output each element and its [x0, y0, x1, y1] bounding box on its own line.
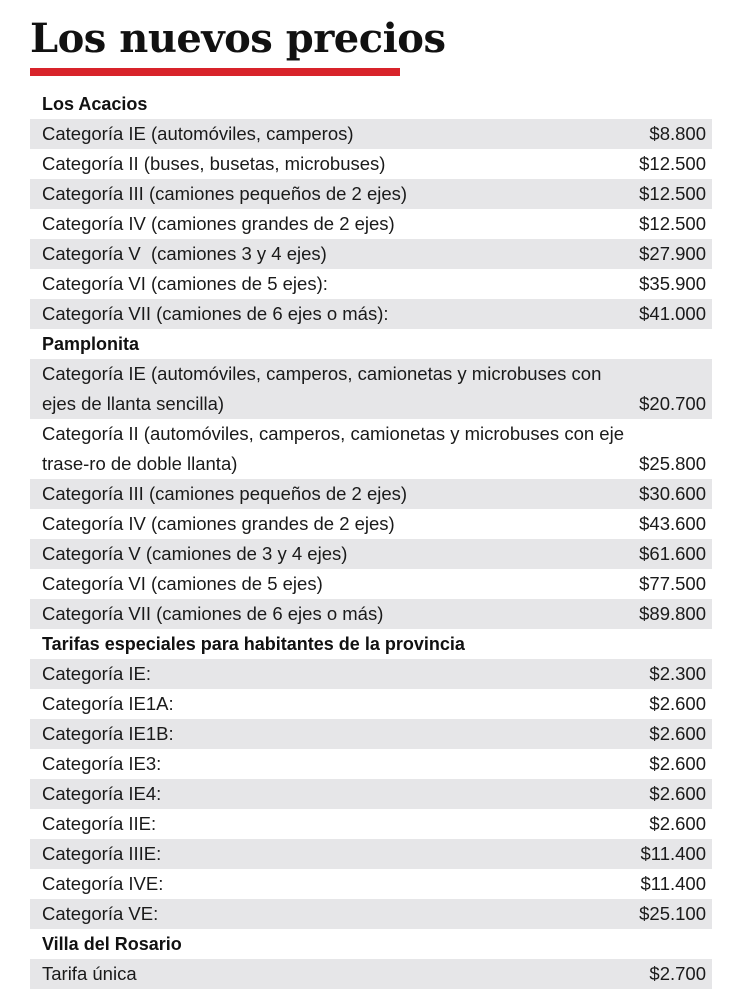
table-row — [30, 419, 712, 479]
row-label: Categoría II (automóviles, camperos, camionetas y microbuses con eje trase-ro de doble llanta) — [42, 423, 624, 474]
table-row — [30, 269, 712, 299]
section-heading-pamplonita: Pamplonita — [42, 334, 140, 354]
table-row — [30, 299, 712, 329]
row-price: $12.500 — [639, 153, 706, 174]
prices-table — [30, 89, 712, 989]
section-heading-tarifas-especiales: Tarifas especiales para habitantes de la provincia — [42, 634, 465, 654]
table-row — [30, 479, 712, 509]
row-label: Categoría V (camiones 3 y 4 ejes) — [42, 243, 327, 264]
row-label: Categoría VII (camiones de 6 ejes o más): — [42, 303, 389, 324]
row-label: Categoría VI (camiones de 5 ejes): — [42, 273, 328, 294]
table-row — [30, 839, 712, 869]
row-label: Categoría III (camiones pequeños de 2 ejes) — [42, 183, 408, 204]
row-price: $8.800 — [649, 123, 706, 144]
row-price: $12.500 — [639, 183, 706, 204]
table-row — [30, 779, 712, 809]
table-row — [30, 959, 712, 989]
table-row — [30, 869, 712, 899]
row-label: Categoría IE4: — [42, 783, 162, 804]
row-label: Categoría VI (camiones de 5 ejes) — [42, 573, 323, 594]
table-row — [30, 689, 712, 719]
row-label: Categoría IE1A: — [42, 693, 174, 714]
row-price: $61.600 — [639, 543, 706, 564]
row-price: $35.900 — [639, 273, 706, 294]
row-label: Categoría IE: — [42, 663, 152, 684]
row-price: $2.700 — [649, 963, 706, 984]
row-label: Categoría IE3: — [42, 753, 162, 774]
row-price: $2.600 — [649, 753, 706, 774]
row-price: $11.400 — [640, 873, 706, 894]
row-price: $43.600 — [639, 513, 706, 534]
row-price: $41.000 — [639, 303, 706, 324]
row-price: $77.500 — [639, 573, 706, 594]
table-row — [30, 179, 712, 209]
row-price: $25.100 — [639, 903, 706, 924]
row-price: $89.800 — [639, 603, 706, 624]
table-row — [30, 809, 712, 839]
row-price: $2.600 — [649, 783, 706, 804]
table-row — [30, 149, 712, 179]
table-row — [30, 899, 712, 929]
row-label: Categoría IE (automóviles, camperos) — [42, 123, 354, 144]
row-label: Categoría IE1B: — [42, 723, 174, 744]
table-row — [30, 569, 712, 599]
table-row — [30, 509, 712, 539]
table-row — [30, 239, 712, 269]
row-price: $20.700 — [639, 393, 706, 414]
row-label: Categoría VII (camiones de 6 ejes o más) — [42, 603, 384, 624]
row-label: Categoría IE (automóviles, camperos, camionetas y microbuses con ejes de llanta sencilla) — [42, 363, 602, 414]
row-label: Categoría V (camiones de 3 y 4 ejes) — [42, 543, 348, 564]
title-underline-rule — [30, 68, 400, 76]
row-label: Categoría VE: — [42, 903, 159, 924]
row-price: $12.500 — [639, 213, 706, 234]
row-label: Categoría IV (camiones grandes de 2 ejes) — [42, 513, 395, 534]
page-title: Los nuevos precios — [30, 15, 446, 62]
table-row — [30, 659, 712, 689]
row-price: $2.600 — [649, 693, 706, 714]
section-heading-los-acacios: Los Acacios — [42, 94, 148, 114]
section-heading-villa-del-rosario: Villa del Rosario — [42, 934, 182, 954]
row-label: Categoría IIE: — [42, 813, 157, 834]
table-row — [30, 599, 712, 629]
row-price: $25.800 — [639, 453, 706, 474]
table-row — [30, 119, 712, 149]
row-price: $2.600 — [649, 813, 706, 834]
table-row — [30, 539, 712, 569]
row-label: Categoría IV (camiones grandes de 2 ejes) — [42, 213, 395, 234]
row-price: $2.600 — [649, 723, 706, 744]
row-label: Categoría IIIE: — [42, 843, 162, 864]
row-label: Categoría IVE: — [42, 873, 164, 894]
row-label: Categoría III (camiones pequeños de 2 ejes) — [42, 483, 408, 504]
row-price: $11.400 — [640, 843, 706, 864]
row-price: $27.900 — [639, 243, 706, 264]
row-price: $30.600 — [639, 483, 706, 504]
row-label: Categoría II (buses, busetas, microbuses) — [42, 153, 386, 174]
row-price: $2.300 — [649, 663, 706, 684]
table-row — [30, 359, 712, 419]
table-row — [30, 749, 712, 779]
row-label: Tarifa única — [42, 963, 137, 984]
table-row — [30, 719, 712, 749]
table-row — [30, 209, 712, 239]
